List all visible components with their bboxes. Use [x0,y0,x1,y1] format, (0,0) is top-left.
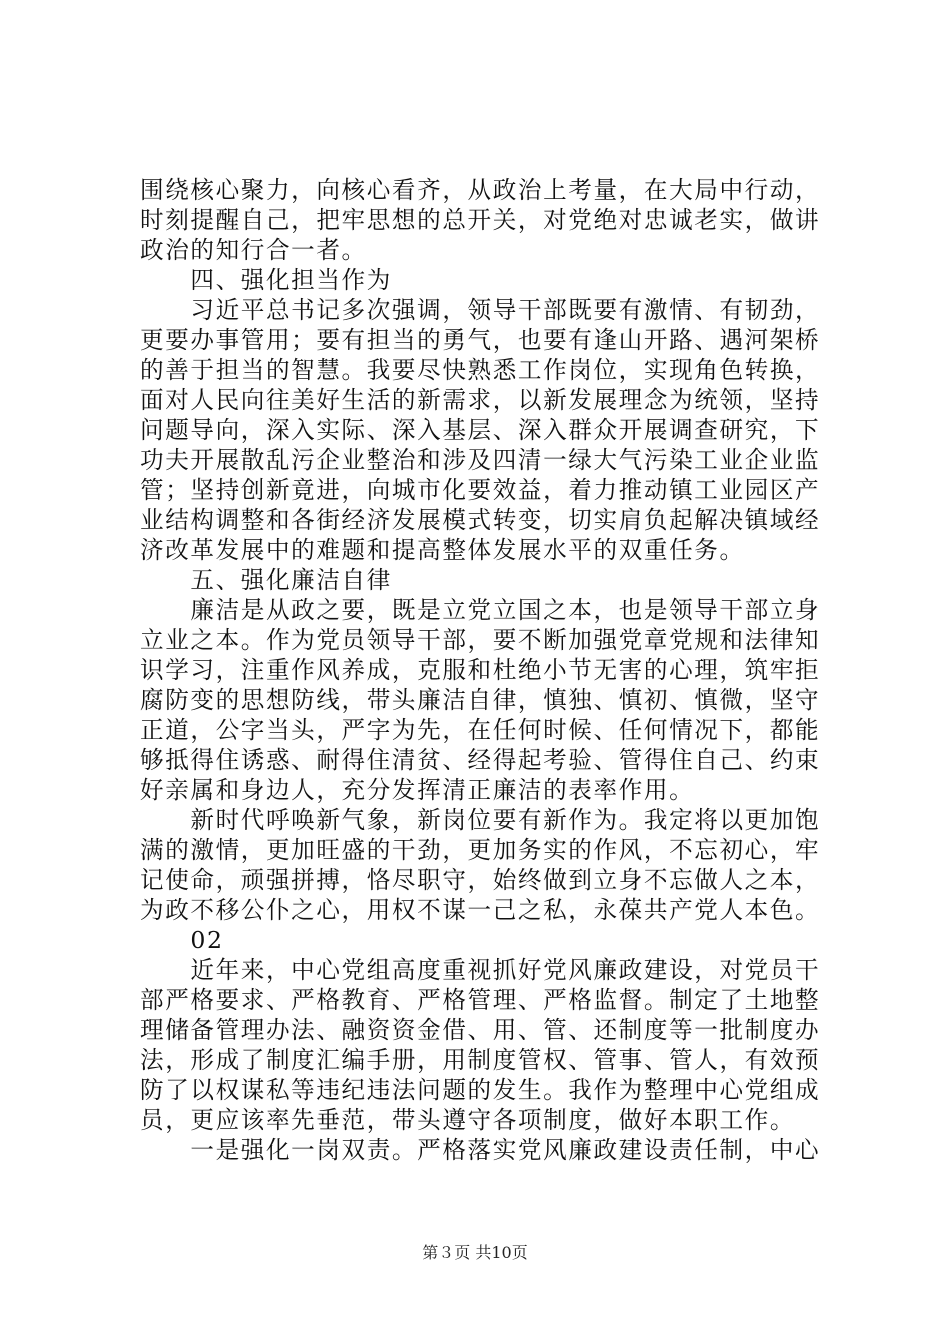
text-line: 问题导向，深入实际、深入基层、深入群众开展调查研究，下 [140,416,821,444]
text-line: 为政不移公仆之心，用权不谋一己之私，永葆共产党人本色。 [140,896,821,924]
text-line: 防了以权谋私等违纪违法问题的发生。我作为整理中心党组成 [140,1076,821,1104]
text-line: 新时代呼唤新气象，新岗位要有新作为。我定将以更加饱 [140,806,821,834]
text-line: 的善于担当的智慧。我要尽快熟悉工作岗位，实现角色转换， [140,356,821,384]
page-number-footer: 第３页 共10页 [422,1243,528,1262]
text-line: 立业之本。作为党员领导干部，要不断加强党章党规和法律知 [140,626,821,654]
text-line: 时刻提醒自己，把牢思想的总开关，对党绝对忠诚老实，做讲 [140,206,821,234]
text-line: 济改革发展中的难题和提高整体发展水平的双重任务。 [140,536,745,564]
text-line: 近年来，中心党组高度重视抓好党风廉政建设，对党员干 [140,956,821,984]
text-line: 管；坚持创新竟进，向城市化要效益，着力推动镇工业园区产 [140,476,821,504]
text-line: 围绕核心聚力，向核心看齐，从政治上考量，在大局中行动， [140,176,821,204]
text-line: 腐防变的思想防线，带头廉洁自律，慎独、慎初、慎微，坚守 [140,686,821,714]
text-line: 廉洁是从政之要，既是立党立国之本，也是领导干部立身 [140,596,821,624]
document-body [140,175,840,1165]
text-line: 一是强化一岗双责。严格落实党风廉政建设责任制，中心 [140,1136,821,1164]
text-line: 法，形成了制度汇编手册，用制度管权、管事、管人，有效预 [140,1046,821,1074]
text-line: 识学习，注重作风养成，克服和杜绝小节无害的心理，筑牢拒 [140,656,821,684]
text-line: 面对人民向往美好生活的新需求，以新发展理念为统领，坚持 [140,386,821,414]
text-line: 政治的知行合一者。 [140,236,367,264]
text-line: 记使命，顽强拼搏，恪尽职守，始终做到立身不忘做人之本， [140,866,821,894]
text-line: 满的激情，更加旺盛的干劲，更加务实的作风，不忘初心，牢 [140,836,821,864]
text-line: 四、强化担当作为 [140,266,392,294]
text-line: 业结构调整和各街经济发展模式转变，切实肩负起解决镇域经 [140,506,821,534]
text-line: 02 [140,926,224,954]
text-line: 习近平总书记多次强调，领导干部既要有激情、有韧劲， [140,296,821,324]
text-line: 好亲属和身边人，充分发挥清正廉洁的表率作用。 [140,776,695,804]
text-line: 理储备管理办法、融资资金借、用、管、还制度等一批制度办 [140,1016,821,1044]
text-line: 正道，公字当头，严字为先，在任何时候、任何情况下，都能 [140,716,821,744]
text-line: 员，更应该率先垂范，带头遵守各项制度，做好本职工作。 [140,1106,796,1134]
text-line: 够抵得住诱惑、耐得住清贫、经得起考验、管得住自己、约束 [140,746,821,774]
text-line: 更要办事管用；要有担当的勇气，也要有逢山开路、遇河架桥 [140,326,821,354]
text-line: 功夫开展散乱污企业整治和涉及四清一绿大气污染工业企业监 [140,446,821,474]
text-line: 五、强化廉洁自律 [140,566,392,594]
text-line: 部严格要求、严格教育、严格管理、严格监督。制定了土地整 [140,986,821,1014]
